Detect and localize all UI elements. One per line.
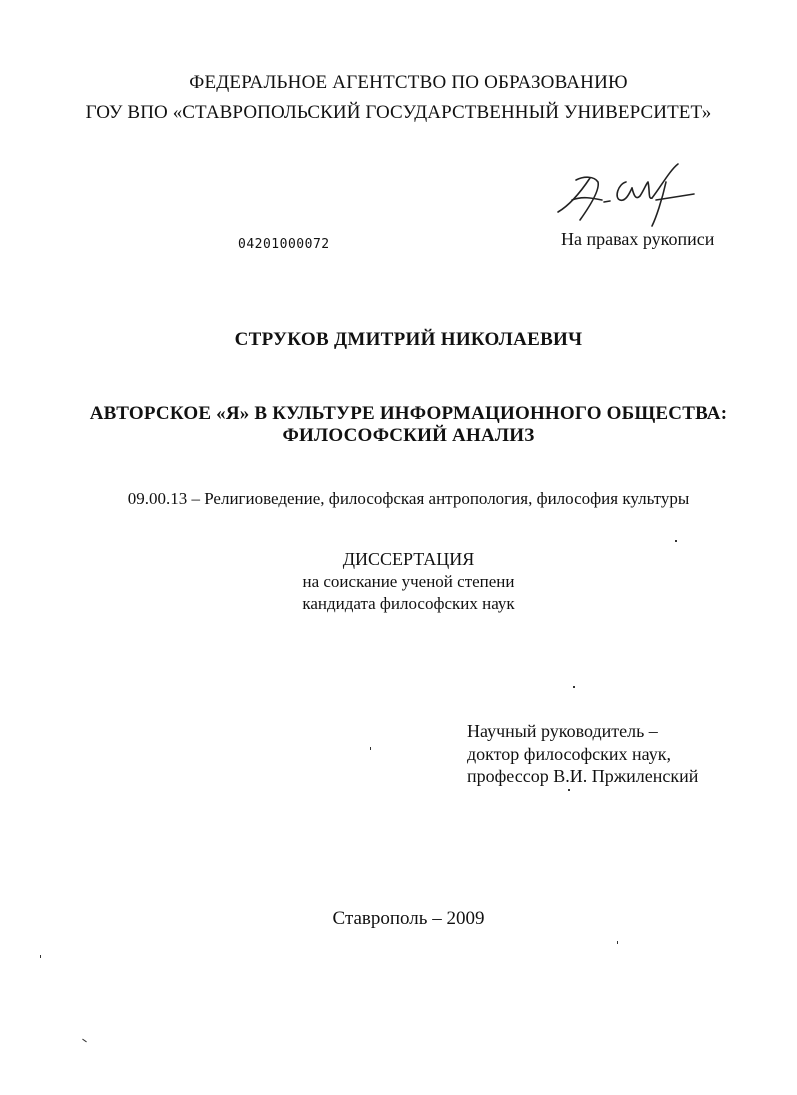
agency-name: ФЕДЕРАЛЬНОЕ АГЕНТСТВО ПО ОБРАЗОВАНИЮ [189, 72, 628, 93]
supervisor-role: Научный руководитель – [467, 721, 658, 741]
scan-speck [370, 747, 371, 750]
scan-speck [617, 941, 618, 944]
author-name: СТРУКОВ ДМИТРИЙ НИКОЛАЕВИЧ [234, 329, 583, 350]
scan-speck [82, 1039, 87, 1043]
specialty-code: 09.00.13 – Религиоведение, философская антропология, философия культуры [127, 489, 690, 508]
manuscript-rights-note: На правах рукописи [561, 229, 715, 249]
archive-number: 04201000072 [238, 237, 330, 252]
scan-speck [568, 789, 570, 791]
scan-speck [573, 686, 575, 688]
degree-line-1: на соискание ученой степени [302, 572, 515, 591]
university-name: ГОУ ВПО «СТАВРОПОЛЬСКИЙ ГОСУДАРСТВЕННЫЙ УНИВЕРСИТЕТ» [85, 102, 712, 123]
supervisor-degree: доктор философских наук, [467, 744, 671, 764]
dissertation-title-line-2: ФИЛОСОФСКИЙ АНАЛИЗ [282, 425, 535, 446]
handwritten-signature [548, 160, 698, 230]
degree-line-2: кандидата философских наук [302, 594, 515, 613]
dissertation-title-line-1: АВТОРСКОЕ «Я» В КУЛЬТУРЕ ИНФОРМАЦИОННОГО ОБЩЕСТВА: [89, 403, 728, 424]
scan-speck [40, 955, 41, 958]
place-and-year: Ставрополь – 2009 [332, 908, 485, 929]
scan-speck [675, 540, 677, 542]
document-type-heading: ДИССЕРТАЦИЯ [342, 549, 475, 569]
supervisor-name: профессор В.И. Пржиленский [467, 766, 699, 786]
